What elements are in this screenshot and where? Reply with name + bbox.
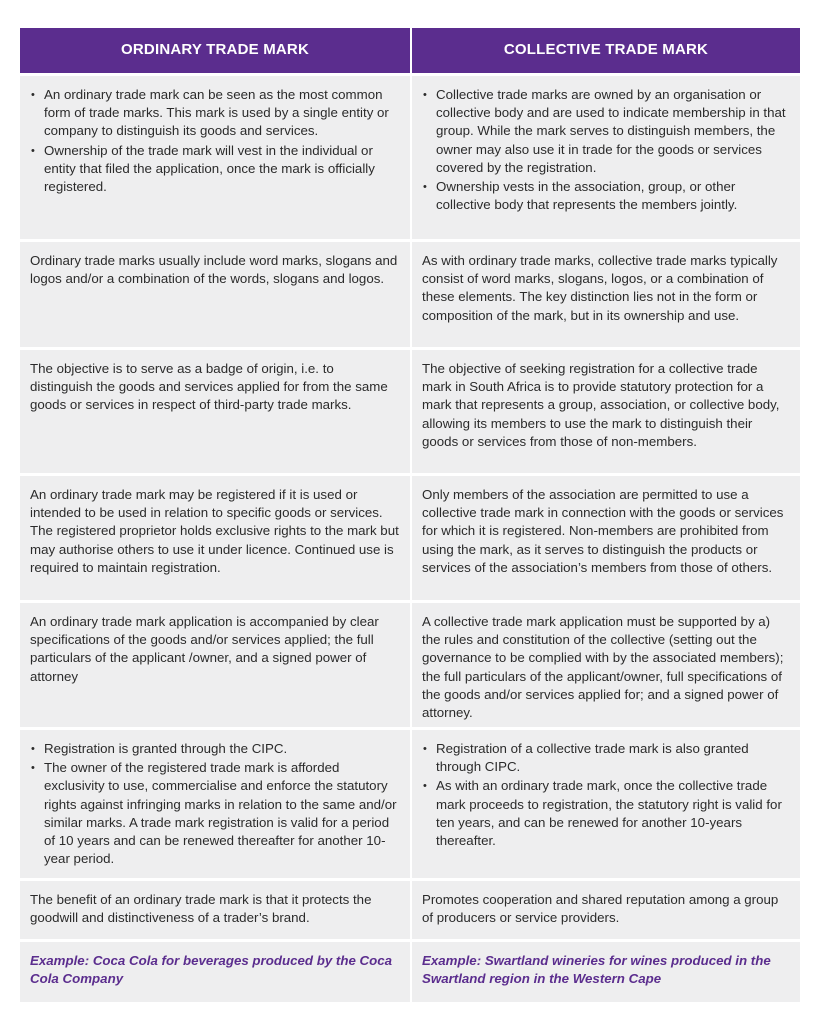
table-row — [20, 881, 800, 942]
table-row — [20, 476, 800, 603]
ordinary-cell: An ordinary trade mark may be registered if it is used or intended to be used in relation to specific goods or services. The registered proprietor holds exclusive rights to the mark but may authorise others to use it under licence. Continued use is required to maintain registration. — [20, 476, 410, 600]
ordinary-cell: An ordinary trade mark application is accompanied by clear specifications of the goods and/or services applied; the full particulars of the applicant /owner, and a signed power of attorney — [20, 603, 410, 727]
header-ordinary: ORDINARY TRADE MARK — [20, 28, 410, 73]
collective-cell: The objective of seeking registration for a collective trade mark in South Africa is to provide statutory protection for a mark that represents a group, association, or collective body, allowing its members to use the mark to distinguish their goods or services from those of non-members. — [410, 350, 800, 473]
ordinary-example: Example: Coca Cola for beverages produced by the Coca Cola Company — [20, 942, 410, 1002]
table-row — [20, 603, 800, 730]
ordinary-cell — [20, 76, 410, 239]
ordinary-cell: The benefit of an ordinary trade mark is that it protects the goodwill and distinctiveness of a trader’s brand. — [20, 881, 410, 939]
comparison-table — [20, 28, 800, 1005]
collective-cell: A collective trade mark application must be supported by a) the rules and constitution of the collective (setting out the governance to be complied with by the associated members); the full particulars of the applicant/owner, full specifications of the goods and/or services applied for; and a signed power of attorney. — [410, 603, 800, 727]
bullet-list — [422, 740, 790, 850]
table-row — [20, 76, 800, 242]
table-row — [20, 730, 800, 881]
list-item: • The owner of the registered trade mark is afforded exclusivity to use, commercialise and enforce the statutory rights against infringing marks in relation to the same and/or similar marks. A trade mark registration is valid for a period of 10 years and can be renewed thereafter for another 10-year period. — [30, 759, 400, 868]
list-item: • As with an ordinary trade mark, once the collective trade mark proceeds to registration, the statutory right is valid for ten years, and can be renewed for another 10-years thereafter. — [422, 777, 790, 850]
list-item: • Ownership vests in the association, group, or other collective body that represents the members jointly. — [422, 178, 790, 214]
collective-cell: Only members of the association are permitted to use a collective trade mark in connection with the goods or services for which it is registered. Non-members are prohibited from using the mark, as it serves to distinguish the products or services of the association’s members from those of others. — [410, 476, 800, 600]
collective-example: Example: Swartland wineries for wines produced in the Swartland region in the Western Cape — [410, 942, 800, 1002]
header-collective: COLLECTIVE TRADE MARK — [410, 28, 800, 73]
ordinary-cell — [20, 730, 410, 878]
ordinary-cell: Ordinary trade marks usually include word marks, slogans and logos and/or a combination of the words, slogans and logos. — [20, 242, 410, 347]
table-row — [20, 242, 800, 350]
list-item: • Ownership of the trade mark will vest in the individual or entity that filed the application, once the mark is officially registered. — [30, 142, 400, 197]
collective-cell: Promotes cooperation and shared reputation among a group of producers or service providers. — [410, 881, 800, 939]
list-item: • Registration of a collective trade mark is also granted through CIPC. — [422, 740, 790, 776]
ordinary-cell: The objective is to serve as a badge of origin, i.e. to distinguish the goods and services applied for from the same goods or services in respect of third-party trade marks. — [20, 350, 410, 473]
example-row — [20, 942, 800, 1005]
bullet-list — [422, 86, 790, 214]
collective-cell — [410, 76, 800, 239]
table-header — [20, 28, 800, 76]
collective-cell — [410, 730, 800, 878]
bullet-list — [30, 740, 400, 868]
table-row — [20, 350, 800, 476]
collective-cell: As with ordinary trade marks, collective trade marks typically consist of word marks, slogans, logos, or a combination of these elements. The key distinction lies not in the form or composition of the mark, but in its ownership and use. — [410, 242, 800, 347]
bullet-list — [30, 86, 400, 196]
list-item: • Collective trade marks are owned by an organisation or collective body and are used to indicate membership in that group. While the mark serves to distinguish members, the owner may also use it in trade for the goods or services covered by the registration. — [422, 86, 790, 177]
list-item: • Registration is granted through the CIPC. — [30, 740, 400, 758]
list-item: • An ordinary trade mark can be seen as the most common form of trade marks. This mark is used by a single entity or company to distinguish its goods and services. — [30, 86, 400, 141]
